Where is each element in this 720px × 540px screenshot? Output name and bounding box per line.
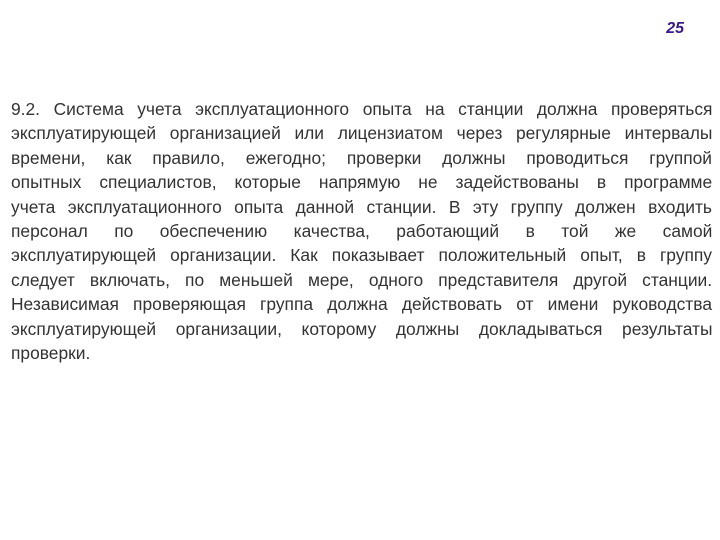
paragraph-line: Независимая проверяющая группа должна действовать от имени руководства	[11, 294, 712, 315]
paragraph-line: проверки.	[11, 343, 91, 364]
paragraph-line: персонал по обеспечению качества, работающий в той же самой	[11, 221, 713, 242]
page-number: 25	[666, 20, 684, 37]
paragraph-line: опытных специалистов, которые напрямую не задействованы в программе	[11, 172, 713, 193]
paragraph-line: времени, как правило, ежегодно; проверки должны проводиться группой	[11, 147, 712, 168]
paragraph-line: эксплуатирующей организацией или лицензиатом через регулярные интервалы	[11, 123, 713, 144]
paragraph-line: эксплуатирующей организации. Как показывает положительный опыт, в группу	[11, 245, 712, 266]
paragraph-9-2	[11, 97, 712, 365]
paragraph-line: учета эксплуатационного опыта данной станции. В эту группу должен входить	[11, 196, 712, 217]
paragraph-line: 9.2. Система учета эксплуатационного опыта на станции должна проверяться	[11, 99, 713, 119]
paragraph-line: эксплуатирующей организации, которому должны докладываться результаты	[11, 318, 713, 339]
paragraph-line: следует включать, по меньшей мере, одного представителя другой станции.	[11, 269, 713, 290]
